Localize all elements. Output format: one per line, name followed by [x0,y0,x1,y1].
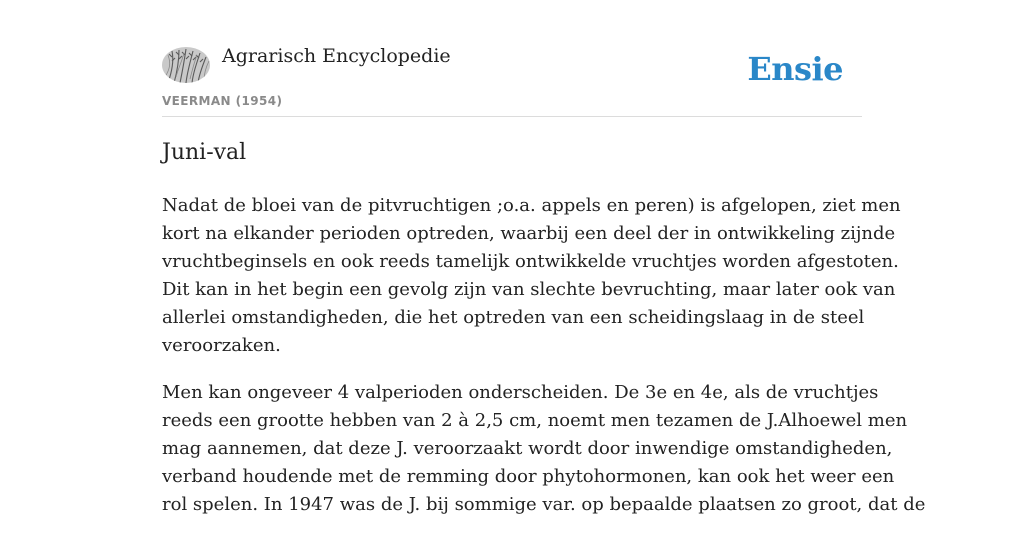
text-line: Men kan ongeveer 4 valperioden onderscheiden. De 3e en 4e, als de vruchtjes [162,382,879,403]
author-label: VEERMAN (1954) [162,94,283,108]
source-title[interactable]: Agrarisch Encyclopedie [222,45,451,67]
source-header [162,0,862,117]
text-line: vruchtbeginsels en ook reeds tamelijk ontwikkelde vruchtjes worden afgestoten. [162,251,899,272]
text-line: Dit kan in het begin een gevolg zijn van slechte bevruchting, maar later ook van [162,279,896,300]
ensie-logo[interactable]: Ensie [747,50,843,88]
text-line: veroorzaken. [162,335,281,356]
article-body [162,192,926,538]
page [162,0,926,515]
wheat-ears-icon[interactable] [162,47,210,83]
text-line: mag aannemen, dat deze J. veroorzaakt wordt door inwendige omstandigheden, [162,438,893,459]
article-paragraph [162,379,926,519]
text-line: Nadat de bloei van de pitvruchtigen ;o.a. appels en peren) is afgelopen, ziet men [162,195,901,216]
text-line: allerlei omstandigheden, die het optreden van een scheidingslaag in de steel [162,307,865,328]
article-title: Juni-val [162,140,247,165]
text-line: reeds een grootte hebben van 2 à 2,5 cm, noemt men tezamen de J.Alhoewel men [162,410,908,431]
article-paragraph [162,192,901,360]
text-line: rol spelen. In 1947 was de J. bij sommige var. op bepaalde plaatsen zo groot, dat de [162,494,926,515]
text-line: verband houdende met de remming door phytohormonen, kan ook het weer een [162,466,895,487]
text-line: kort na elkander perioden optreden, waarbij een deel der in ontwikkeling zijnde [162,223,896,244]
